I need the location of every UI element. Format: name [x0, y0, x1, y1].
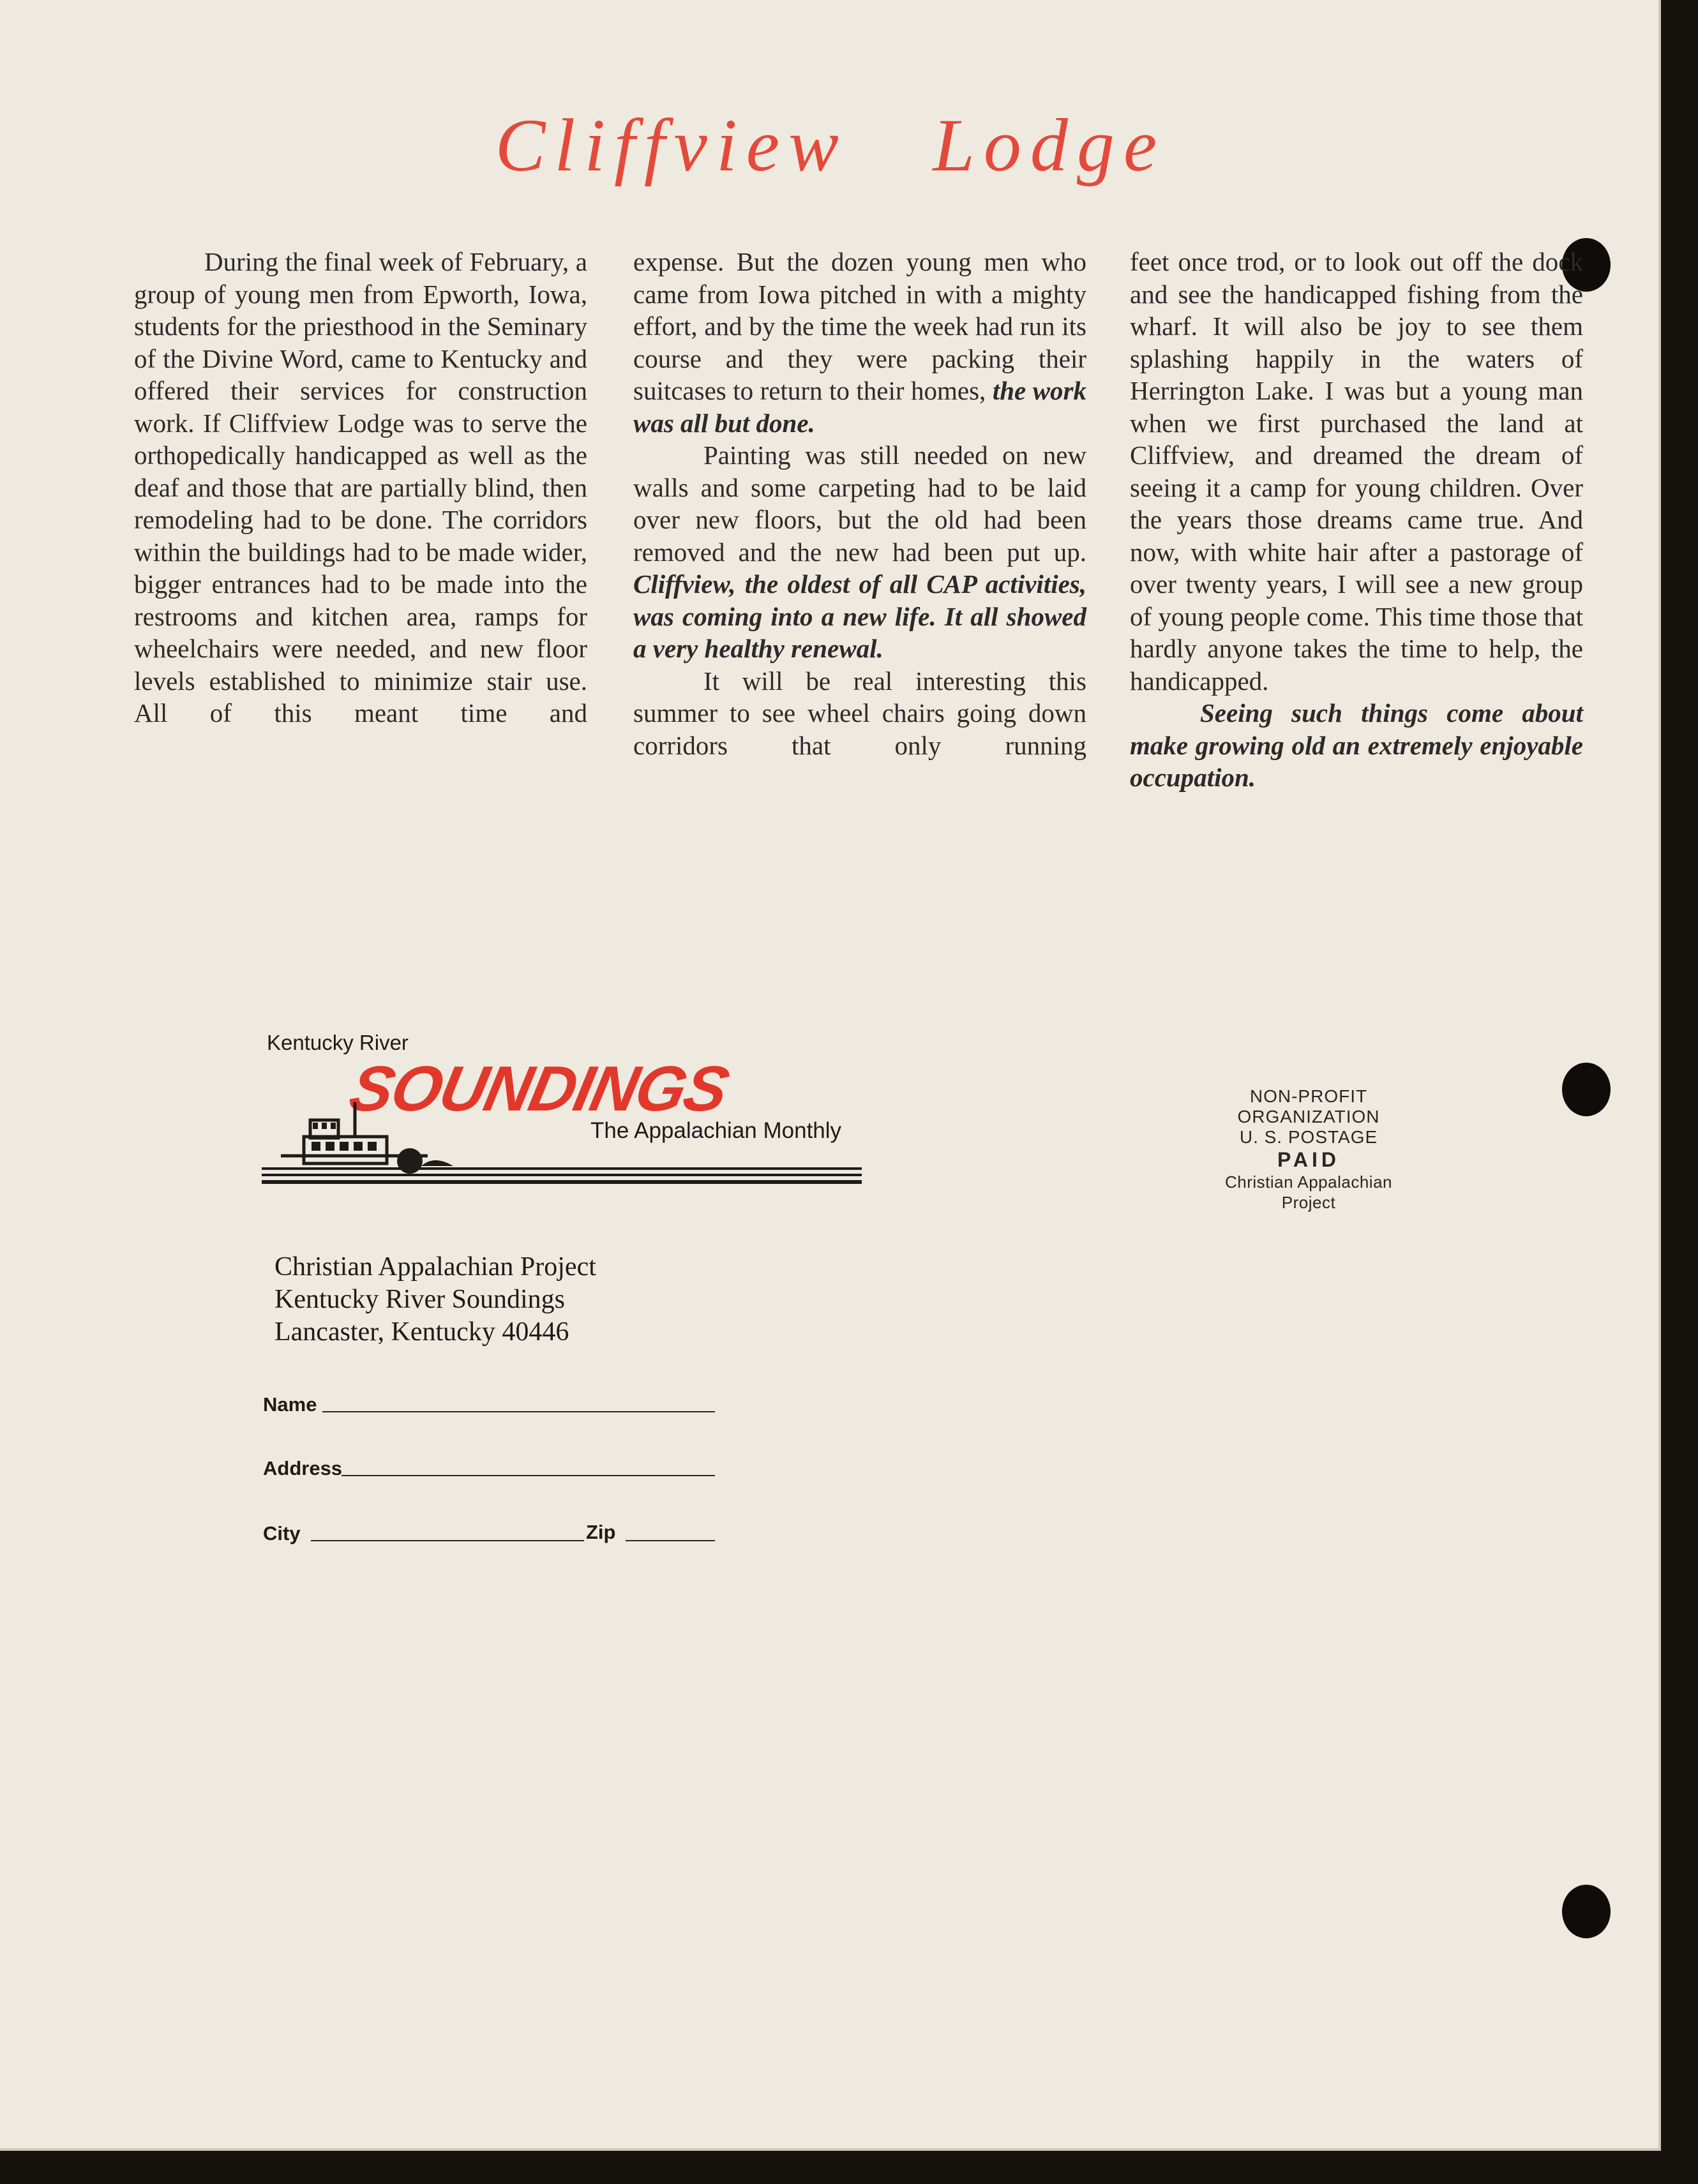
city-label: City: [263, 1522, 301, 1545]
name-label: Name: [263, 1393, 317, 1416]
article-paragraph: It will be real interesting this summer to see wheel chairs going down corridors that only running: [633, 666, 1086, 760]
zip-field[interactable]: [626, 1540, 715, 1541]
city-field[interactable]: [311, 1540, 584, 1541]
article-column-2: [633, 246, 1086, 761]
return-address: [274, 1251, 596, 1349]
zip-label: Zip: [586, 1521, 616, 1543]
article-paragraph: [1130, 697, 1583, 794]
address-line: Kentucky River Soundings: [274, 1285, 565, 1314]
article-title: Cliffview Lodge: [495, 103, 1166, 187]
article-paragraph: feet once trod, or to look out off the dock and see the handicapped fishing from the wharf. It will also be joy to see them splashing happily in the waters of Herrington Lake. I was but a young man when we first purchased the land at Cliffview, and dreamed the dream of seeing it a camp for young children. Over the years those dreams came true. And now, with white hair after a pastorage of over twenty years, I will see a new group of young people come. This time those that hardly anyone takes the time to help, the handicapped.: [1130, 247, 1583, 696]
postage-paid: PAID: [1277, 1148, 1341, 1171]
paragraph-text: expense. But the dozen young men who came from Iowa pitched in with a mighty effort, and by the time the week had run its course and they were packing their suitcases to return to their homes,: [633, 247, 1086, 405]
masthead-name: SOUNDINGS: [343, 1053, 734, 1125]
punch-hole-bottom: [1562, 1885, 1611, 1938]
emphasis-text: Seeing such things come about make growing old an extremely enjoyable occupation.: [1130, 698, 1583, 792]
postage-org: Project: [1281, 1193, 1336, 1212]
postage-line: ORGANIZATION: [1237, 1107, 1380, 1126]
address-line: Lancaster, Kentucky 40446: [274, 1317, 569, 1347]
address-line: Christian Appalachian Project: [274, 1252, 596, 1282]
postage-indicia: [1181, 1086, 1436, 1213]
masthead-tagline: The Appalachian Monthly: [590, 1118, 842, 1143]
article-paragraph: [633, 439, 1086, 665]
article-paragraph: During the final week of February, a group of young men from Epworth, Iowa, students for the priesthood in the Seminary of the Divine Word, came to Kentucky and offered their services for construction work. If Cliffview Lodge was to serve the orthopedically handicapped as well as the deaf and those that are partially blind, then remodeling had to be done. The corridors within the buildings had to be made wider, bigger entrances had to be made into the restrooms and kitchen area, ramps for wheelchairs were needed, and new floor levels established to minimize stair use. All of this meant time and: [134, 247, 587, 728]
address-label: Address: [263, 1457, 343, 1479]
name-field[interactable]: [322, 1411, 715, 1412]
emphasis-text: Cliffview, the oldest of all CAP activities, was coming into a new life. It all showed a very healthy renewal.: [633, 569, 1086, 663]
postage-line: U. S. POSTAGE: [1239, 1127, 1378, 1147]
punch-hole-middle: [1562, 1063, 1611, 1116]
article-column-3: [1130, 246, 1583, 794]
emphasis-text: the work was all but done.: [633, 376, 1086, 438]
article-column-1: [134, 246, 587, 729]
address-field[interactable]: [342, 1475, 715, 1476]
masthead-logo: [262, 1031, 868, 1184]
postage-org: Christian Appalachian: [1225, 1172, 1392, 1192]
article-paragraph: [633, 246, 1086, 439]
masthead-top-text: Kentucky River: [267, 1031, 409, 1054]
paragraph-text: Painting was still needed on new walls and some carpeting had to be laid over new floors, but the old had been removed and the new had been put up.: [633, 440, 1086, 567]
postage-line: NON-PROFIT: [1249, 1086, 1368, 1106]
